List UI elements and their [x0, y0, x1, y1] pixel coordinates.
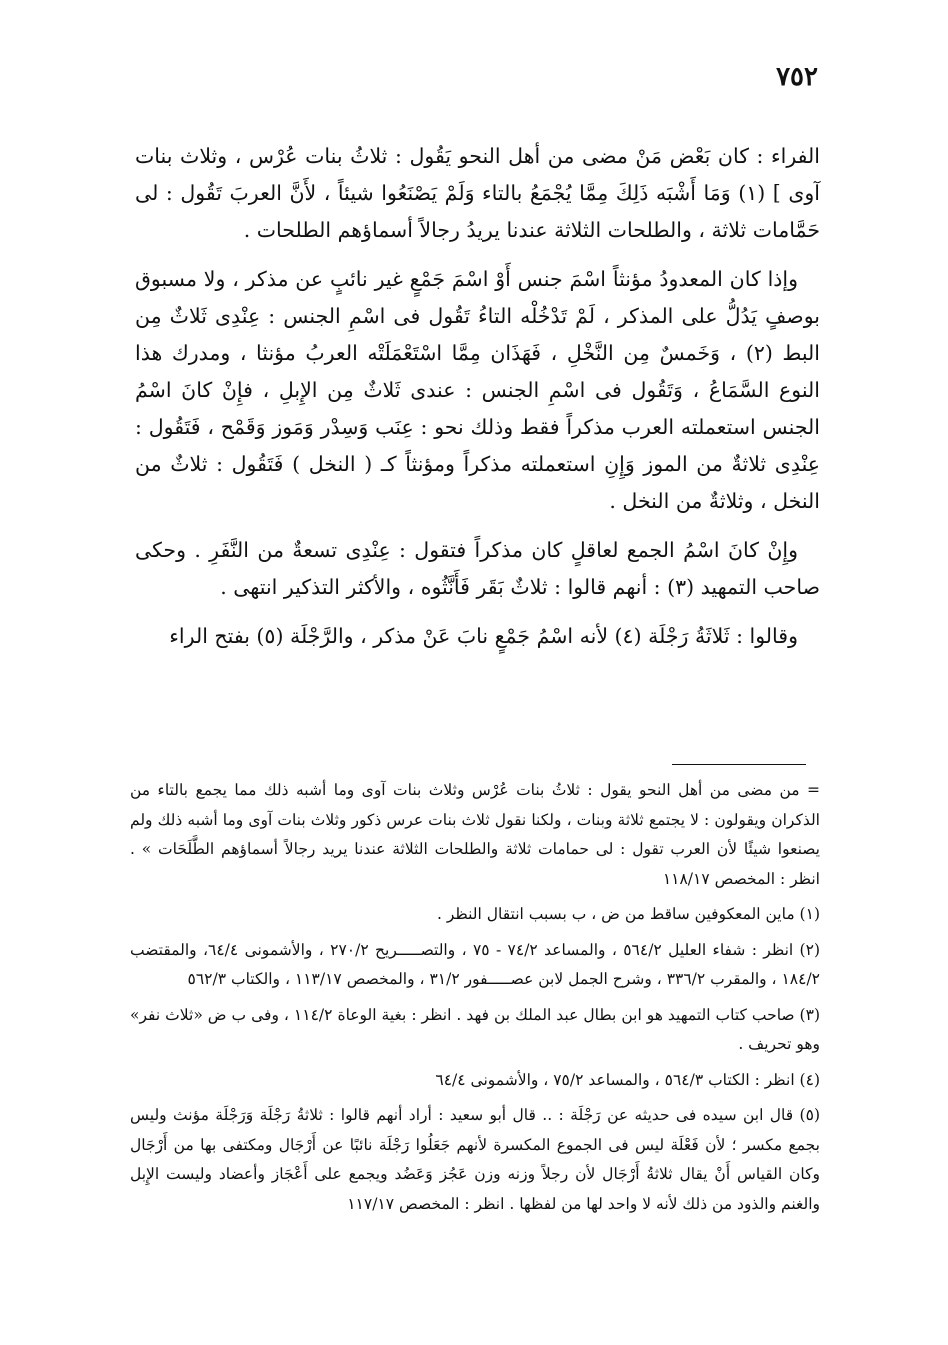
footnote-2: (٢) انظر : شفاء العليل ٥٦٤/٢ ، والمساعد ٧٤/٢ - ٧٥ ، والتصـــــريح ٢٧٠/٢ ، والأشمونى ٦٤/٤، والمقتضب ١٨٤/٢ ، والمقرب ٣٣٦/٢ ، وشرح الجمل لابن عصـــــفور ٣١/٢ ، والمخصص ١١٣/١٧ ، والكتاب ٥٦٢/٣ [130, 940, 820, 988]
footnote-continuation: = من مضى من أهل النحو يقول : ثلاثُ بنات عُرْس وثلاث بنات آوى وما أشبه ذلك مما يجمع بالتاء من الذكران ويقولون : لا يجتمع ثلاثة وبنات ، ولكنا نقول ثلاث بنات عرس ذكور وثلاث بنات آوى وما أشبه ذلك ولم يصنعوا شيئًا لأن العرب تقول : لى حمامات ثلاثة والطلحات الثلاثة عندنا يريد رجالاً أسماؤهم الطَّلَحَات » . انظر : المخصص ١١٨/١٧ [130, 781, 820, 888]
footnotes [130, 776, 820, 1225]
paragraph-feminine-counted: وإذا كان المعدودُ مؤنثاً اسْمَ جنس أَوْ اسْمَ جَمْعٍ غير نائبٍ عن مذكر ، ولا مسبوق بوصفٍ يَدُلُّ على المذكر ، لَمْ تَدْخُلْه التاءُ تَقُول فى اسْمِ الجنس : عِنْدِى ثَلاثٌ مِن البط (٢) ، وَخَمسٌ مِن النَّخْلِ ، فَهَذَان مِمَّا اسْتَعْمَلَتْه العربُ مؤنثا ، ومدرك هذا النوع السَّمَاعُ ، وَتَقُول فى اسْمِ الجنس : عندى ثَلاثٌ مِن الإِبلِ ، فإِنْ كانَ اسْمُ الجنس استعملته العرب مذكراً فقط وذلك نحو : عِنَب وَسِدْر وَمَوز وَقَمْح ، فَتَقُول : عِنْدِى ثلاثةٌ من الموز وَإِنِ استعملته مذكراً ومؤنثاً كـ ( النخل ) فَتَقُول : ثلاثٌ من النخل ، وثلاثةٌ من النخل . [135, 267, 821, 513]
footnote-1: (١) ماين المعكوفين ساقط من ض ، ب بسبب انتقال النظر . [436, 905, 820, 923]
paragraph-rajla: وقالوا : ثَلاثَةُ رَجْلَة (٤) لأنه اسْمُ جَمْعٍ نابَ عَنْ مذكر ، والرَّجْلَة (٥) بفتح الراء [169, 624, 798, 648]
footnote-5: (٥) قال ابن سيده فى حديثه عن رَجْلَة : .. قال أبو سعيد : أراد أنهم قالوا : ثلاثةُ رَجْلَة وَرَجْلَة مؤنث وليس بجمع مكسر ؛ لأن فَعْلَة ليس فى الجموع المكسرة لأنهم جَعَلُوا رَجْلَة نائبًا عن أَرْجَال ومكتفى بها من أَرْجَال وكان القياس أَنْ يقال ثلاثةُ أَرْجَال لأن رجلاً وزنه وزن عَجُز وَعَضُد ويجمع على أَعْجَاز وأعضاد وليست الإِبل والغنم والذود من ذلك لأنه لا واحد لها من لفظها . انظر : المخصص ١١٧/١٧ [130, 1106, 820, 1213]
paragraph-farra: الفراء : كان بَعْض مَنْ مضى من أهل النحو يَقُول : ثلاثُ بنات عُرْس ، وثلاث بنات آوى ] (١) وَمَا أَشْبَه ذَلِكَ مِمَّا يُجْمَعُ بالتاء وَلَمْ يَصْنَعُوا شيئاً ، لأَنَّ العربَ تَقُول : لى حَمَّامات ثلاثة ، والطلحات الثلاثة عندنا يريدُ رجالاً أسماؤهم الطلحات . [135, 144, 820, 242]
footnote-3: (٣) صاحب كتاب التمهيد هو ابن بطال عبد الملك بن فهد . انظر : بغية الوعاة ١١٤/٢ ، وفى ب ض «ثلاث نفر» وهو تحريف . [130, 1005, 820, 1053]
footnote-4: (٤) انظر : الكتاب ٥٦٤/٣ ، والمساعد ٧٥/٢ ، والأشمونى ٦٤/٤ [435, 1070, 820, 1089]
paragraph-collective-noun: وإِنْ كانَ اسْمُ الجمع لعاقلٍ كان مذكراً فتقول : عِنْدِى تسعةٌ من النَّفَرِ . وحكى صاحب التمهيد (٣) : أنهم قالوا : ثلاثٌ بَقَر فَأَنَّثُوه ، والأكثر التذكير انتهى . [135, 538, 820, 599]
main-text [135, 138, 820, 667]
footnote-separator [672, 764, 806, 765]
page-number: ٧٥٢ [776, 62, 818, 92]
